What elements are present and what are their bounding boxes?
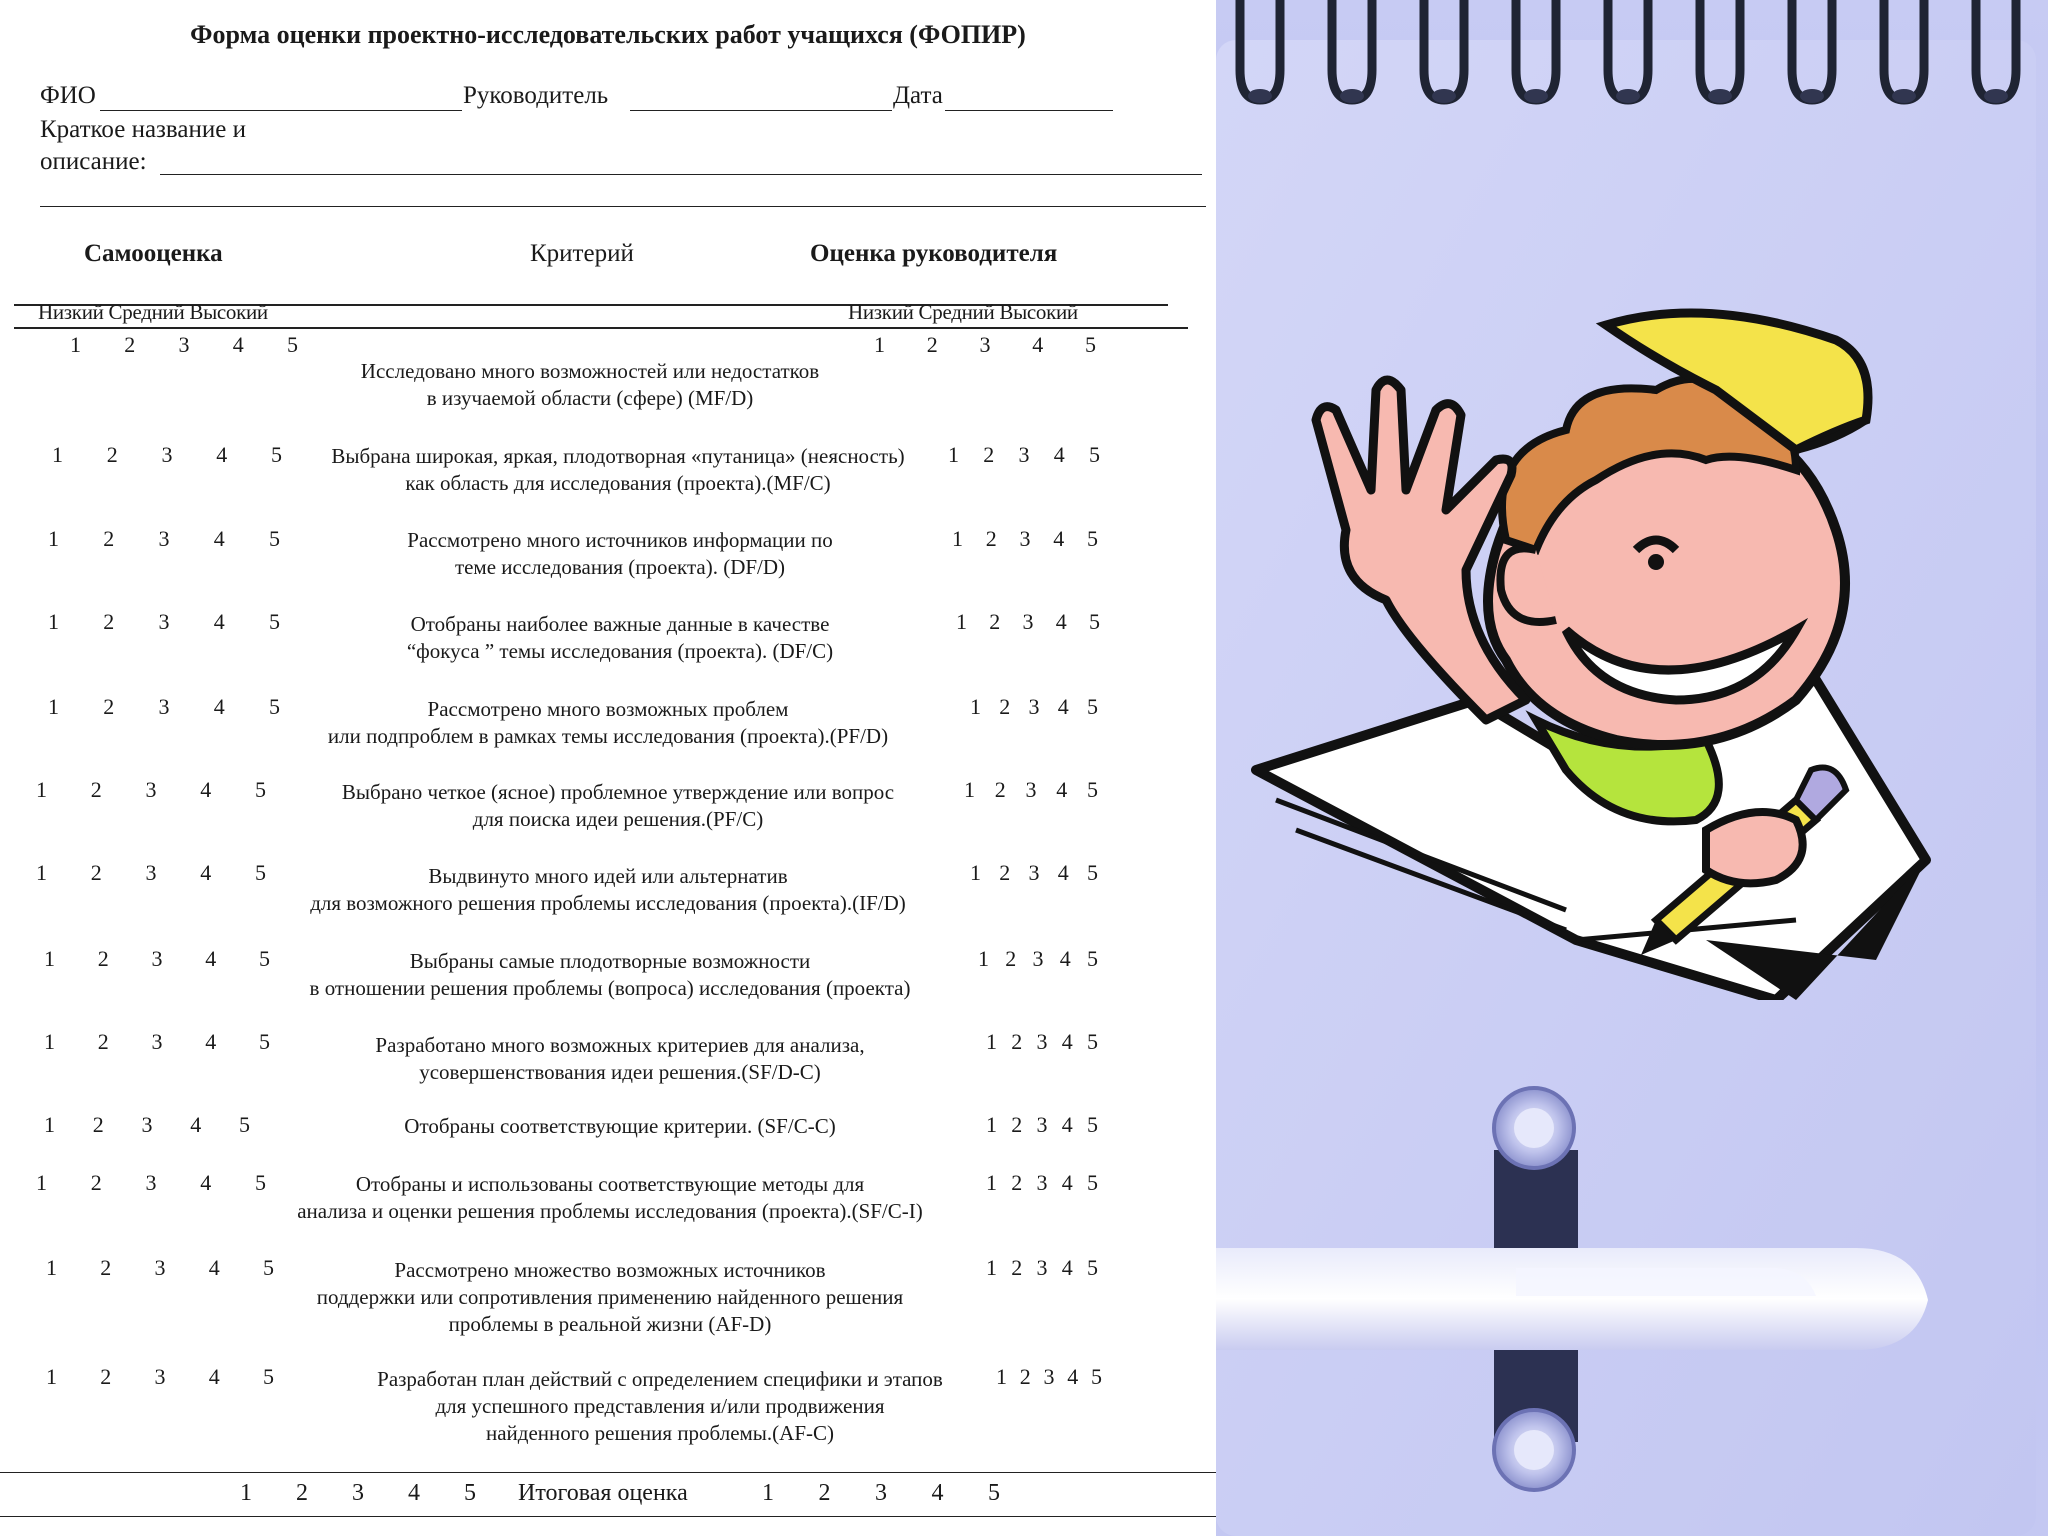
final-score-label: Итоговая оценка [518, 1480, 688, 1506]
fio-field-line[interactable] [100, 110, 462, 111]
criterion-row-12: Рассмотрено множество возможных источников поддержки или сопротивления применению найденного решения проблемы в реальной жизни (AF-D) [316, 1258, 904, 1336]
supervisor-score-row-5[interactable]: 1 2 3 4 5 [970, 694, 1098, 719]
date-field-line[interactable] [945, 110, 1113, 111]
self-score-row-8[interactable]: 1 2 3 4 5 [44, 946, 270, 971]
final-self-score[interactable]: 1 2 3 4 5 [240, 1480, 476, 1506]
notebook-illustration [1216, 0, 2048, 1536]
final-rule-bottom [0, 1516, 1216, 1517]
supervisor-scale-labels: Низкий Средний Высокий [848, 300, 1078, 324]
cartoon-boy-writing-icon [1236, 300, 2036, 1000]
supervisor-label: Руководитель [463, 82, 609, 109]
self-score-row-10[interactable]: 1 2 3 4 5 [44, 1112, 250, 1137]
supervisor-score-row-2[interactable]: 1 2 3 4 5 [948, 442, 1100, 467]
criterion-row-3: Рассмотрено много источников информации по теме исследования (проекта). (DF/D) [407, 528, 833, 579]
criterion-heading: Критерий [530, 240, 634, 267]
self-score-row-5[interactable]: 1 2 3 4 5 [48, 694, 280, 719]
criterion-row-10: Отобраны соответствующие критерии. (SF/C-C) [404, 1114, 836, 1138]
table-rule-bottom [14, 327, 1188, 329]
supervisor-score-row-12[interactable]: 1 2 3 4 5 [986, 1255, 1098, 1280]
supervisor-score-row-7[interactable]: 1 2 3 4 5 [970, 860, 1098, 885]
self-score-row-9[interactable]: 1 2 3 4 5 [44, 1029, 270, 1054]
final-supervisor-score[interactable]: 1 2 3 4 5 [762, 1480, 1000, 1506]
criterion-row-2: Выбрана широкая, яркая, плодотворная «путаница» (неясность) как область для исследования (проекта).(MF/C) [331, 444, 905, 495]
criterion-row-1: Исследовано много возможностей или недостатков в изучаемой области (сфере) (MF/D) [360, 359, 820, 410]
self-score-row-1[interactable]: 1 2 3 4 5 [70, 332, 298, 357]
description-field-line-2[interactable] [40, 206, 1206, 207]
fio-label: ФИО [40, 82, 96, 109]
criterion-row-9: Разработано много возможных критериев для анализа, усовершенствования идеи решения.(SF/D-C) [375, 1033, 865, 1084]
supervisor-score-row-1[interactable]: 1 2 3 4 5 [874, 332, 1096, 357]
criterion-row-7: Выдвинуто много идей или альтернатив для возможного решения проблемы исследования (проекта).(IF/D) [310, 864, 906, 915]
self-score-row-7[interactable]: 1 2 3 4 5 [36, 860, 266, 885]
criterion-row-6: Выбрано четкое (ясное) проблемное утверждение или вопрос для поиска идеи решения.(PF/C) [341, 780, 895, 831]
criterion-row-8: Выбраны самые плодотворные возможности в отношении решения проблемы (вопроса) исследования (проекта) [309, 949, 911, 1000]
criterion-row-13: Разработан план действий с определением специфики и этапов для успешного представления и/или продвижения найденного решения проблемы.(AF-C) [377, 1367, 943, 1445]
self-scale-labels: Низкий Средний Высокий [38, 300, 268, 324]
criterion-row-11: Отобраны и использованы соответствующие методы для анализа и оценки решения проблемы исследования (проекта).(SF/C-I) [297, 1172, 923, 1223]
self-score-row-6[interactable]: 1 2 3 4 5 [36, 777, 266, 802]
date-label: Дата [893, 82, 943, 109]
short-title-label: Краткое название и [40, 116, 246, 143]
supervisor-field-line[interactable] [630, 110, 892, 111]
form-title: Форма оценки проектно-исследовательских работ учащихся (ФОПИР) [190, 20, 1026, 49]
self-score-row-3[interactable]: 1 2 3 4 5 [48, 526, 280, 551]
self-score-row-12[interactable]: 1 2 3 4 5 [46, 1255, 274, 1280]
self-assessment-heading: Самооценка [84, 240, 223, 267]
supervisor-score-row-10[interactable]: 1 2 3 4 5 [986, 1112, 1098, 1137]
supervisor-score-row-9[interactable]: 1 2 3 4 5 [986, 1029, 1098, 1054]
description-field-line-1[interactable] [160, 174, 1202, 175]
final-rule-top [0, 1472, 1216, 1473]
supervisor-score-row-11[interactable]: 1 2 3 4 5 [986, 1170, 1098, 1195]
criterion-row-4: Отобраны наиболее важные данные в качестве “фокуса ” темы исследования (проекта). (DF/C) [406, 612, 834, 663]
self-score-row-2[interactable]: 1 2 3 4 5 [52, 442, 282, 467]
description-label: описание: [40, 148, 147, 175]
supervisor-score-row-6[interactable]: 1 2 3 4 5 [964, 777, 1098, 802]
supervisor-score-row-13[interactable]: 1 2 3 4 5 [996, 1364, 1102, 1389]
supervisor-score-row-3[interactable]: 1 2 3 4 5 [952, 526, 1098, 551]
self-score-row-4[interactable]: 1 2 3 4 5 [48, 609, 280, 634]
criterion-row-5: Рассмотрено много возможных проблем или подпроблем в рамках темы исследования (проекта).(PF/D) [327, 697, 889, 748]
supervisor-score-row-8[interactable]: 1 2 3 4 5 [978, 946, 1098, 971]
self-score-row-11[interactable]: 1 2 3 4 5 [36, 1170, 266, 1195]
self-score-row-13[interactable]: 1 2 3 4 5 [46, 1364, 274, 1389]
supervisor-assessment-heading: Оценка руководителя [810, 240, 1058, 267]
supervisor-score-row-4[interactable]: 1 2 3 4 5 [956, 609, 1100, 634]
